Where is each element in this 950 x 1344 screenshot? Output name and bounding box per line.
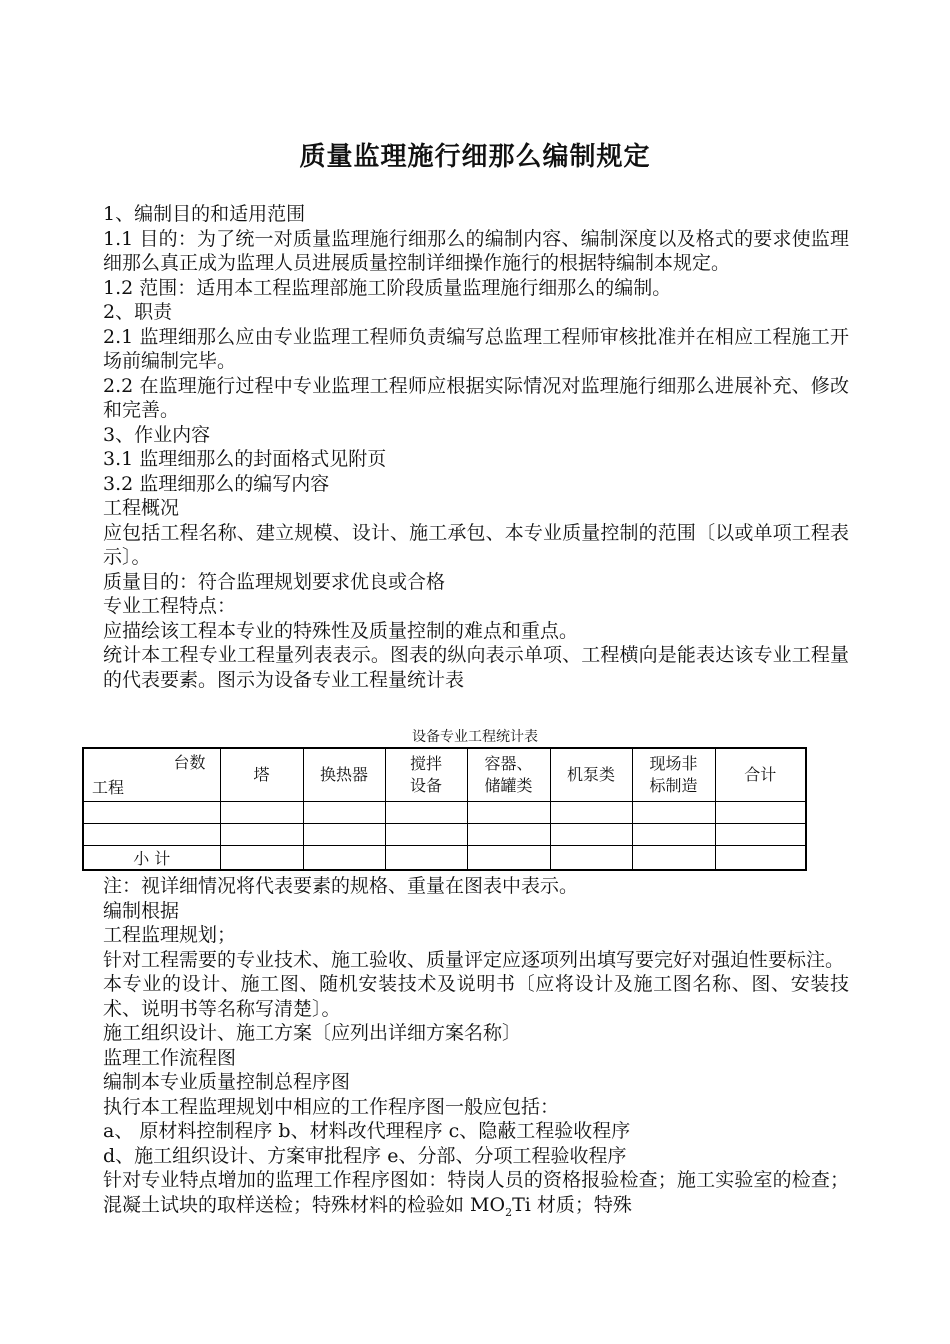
corner-label-project: 工程 [92, 778, 125, 797]
paragraph: 应包括工程名称、建立规模、设计、施工承包、本专业质量控制的范围〔以或单项工程表示〕。 [103, 521, 849, 568]
paragraph: a、 原材料控制程序 b、材料改代理程序 c、隐蔽工程验收程序 [103, 1120, 631, 1142]
paragraph: 编制本专业质量控制总程序图 [103, 1071, 351, 1093]
paragraph: 3.2 监理细那么的编写内容 [103, 472, 330, 495]
paragraph: 应描绘该工程本专业的特殊性及质量控制的难点和重点。 [103, 619, 579, 642]
body-section-before-table [103, 202, 849, 692]
header-cell: 机泵类 [550, 748, 632, 802]
paragraph: 本专业的设计、施工图、随机安装技术及说明书〔应将设计及施工图名称、图、安装技术、说明书等名称写清楚〕。 [103, 973, 849, 1020]
subtotal-label: 小 计 [83, 846, 220, 871]
paragraph: 1.2 范围：适用本工程监理部施工阶段质量监理施行细那么的编制。 [103, 276, 672, 299]
table-subtotal-row [83, 846, 806, 871]
paragraph: 专业工程特点： [103, 595, 237, 617]
header-cell: 搅拌 设备 [385, 748, 467, 802]
table-row [83, 802, 806, 824]
document-title: 质量监理施行细那么编制规定 [299, 142, 651, 172]
paragraph: 统计本工程专业工程量列表表示。图表的纵向表示单项、工程横向是能表达该专业工程量的代表要素。图示为设备专业工程量统计表 [103, 644, 849, 691]
paragraph: 针对工程需要的专业技术、施工验收、质量评定应逐项列出填写要完好对强迫性要标注。 [103, 948, 845, 971]
paragraph: 3.1 监理细那么的封面格式见附页 [103, 448, 387, 470]
paragraph: 针对专业特点增加的监理工作程序图如：特岗人员的资格报验检查；施工实验室的检查；混凝土试块的取样送检；特殊材料的检验如 $MO_2Ti$ 材质；特殊 [103, 1169, 849, 1219]
paragraph: 2、职责 [103, 301, 173, 323]
paragraph: 工程概况 [103, 497, 180, 519]
paragraph: 施工组织设计、施工方案〔应列出详细方案名称〕 [103, 1022, 522, 1044]
paragraph: 2.2 在监理施行过程中专业监理工程师应根据实际情况对监理施行细那么进展补充、修改和完善。 [103, 374, 849, 421]
paragraph: 1、编制目的和适用范围 [103, 203, 306, 225]
header-cell: 合计 [715, 748, 806, 802]
paragraph: 3、作业内容 [103, 423, 211, 446]
paragraph: 2.1 监理细那么应由专业监理工程师负责编写总监理工程师审核批准并在相应工程施工开场前编制完毕。 [103, 325, 849, 372]
body-section-after-table [103, 874, 849, 1217]
table-row [83, 824, 806, 846]
table-header-row [83, 748, 806, 802]
paragraph: 1.1 目的：为了统一对质量监理施行细那么的编制内容、编制深度以及格式的要求使监理细那么真正成为监理人员进展质量控制详细操作施行的根据特编制本规定。 [103, 227, 849, 274]
table-caption: 设备专业工程统计表 [412, 729, 538, 745]
header-cell: 现场非 标制造 [632, 748, 715, 802]
header-cell: 换热器 [303, 748, 385, 802]
paragraph: 注：视详细情况将代表要素的规格、重量在图表中表示。 [103, 875, 579, 897]
paragraph: 编制根据 [103, 899, 180, 922]
paragraph: 执行本工程监理规划中相应的工作程序图一般应包括： [103, 1095, 560, 1118]
paragraph: d、施工组织设计、方案审批程序 e、分部、分项工程验收程序 [103, 1144, 627, 1167]
paragraph: 工程监理规划； [103, 924, 237, 946]
paragraph: 监理工作流程图 [103, 1046, 237, 1069]
header-cell: 容器、 储罐类 [467, 748, 550, 802]
header-cell: 塔 [220, 748, 303, 802]
equipment-statistics-table [82, 747, 807, 871]
corner-label-count: 台数 [173, 753, 206, 772]
table-corner-cell [83, 748, 220, 802]
paragraph: 质量目的：符合监理规划要求优良或合格 [103, 570, 446, 593]
